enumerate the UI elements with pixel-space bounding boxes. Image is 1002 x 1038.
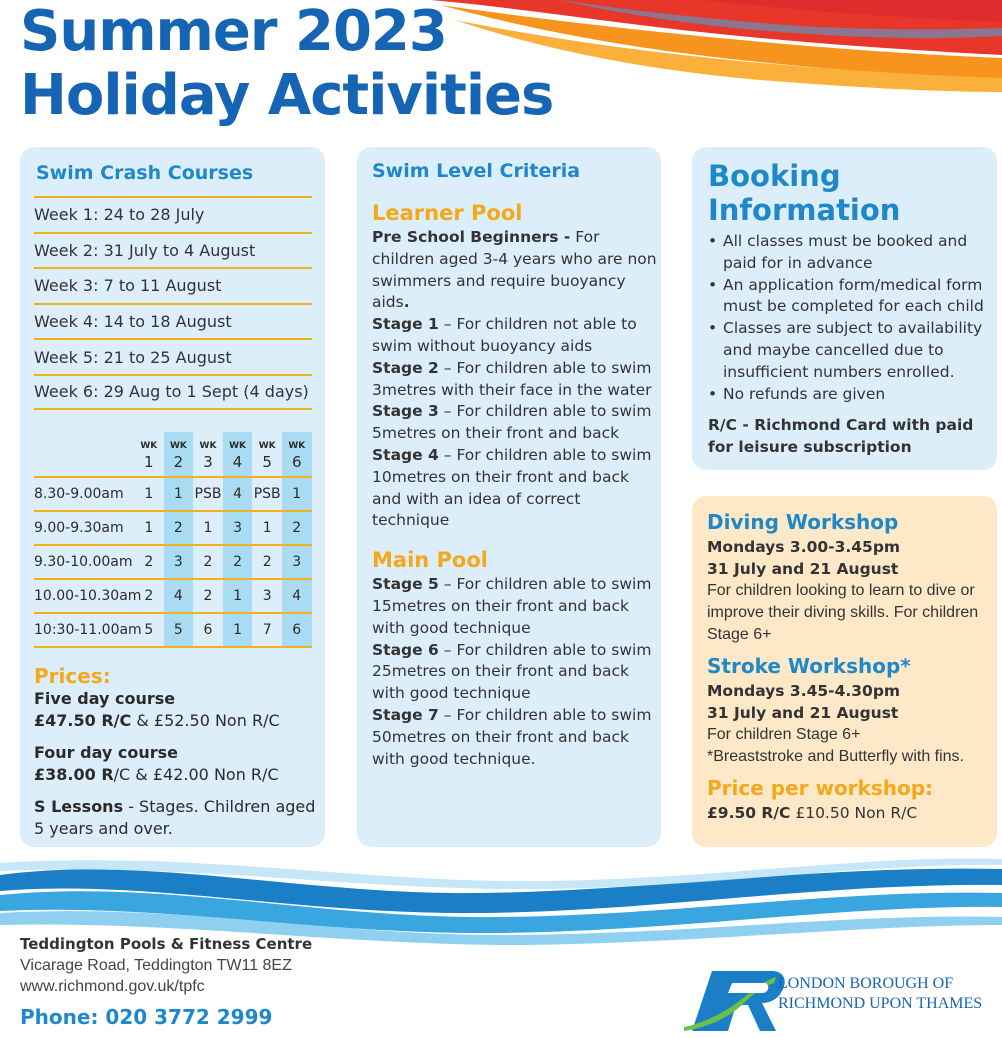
table-cell: 4 bbox=[282, 580, 312, 612]
venue-name: Teddington Pools & Fitness Centre bbox=[20, 935, 313, 953]
stroke-dates: 31 July and 21 August bbox=[707, 704, 899, 722]
table-cell: 2 bbox=[203, 554, 213, 570]
table-cell: PSB bbox=[253, 486, 281, 502]
four-day-price: £38.00 R/C & £42.00 Non R/C bbox=[34, 765, 279, 784]
table-cell: PSB bbox=[194, 486, 222, 502]
table-cell: 2 bbox=[203, 588, 213, 604]
schedule-table bbox=[34, 432, 312, 648]
title-line-1: Summer 2023 bbox=[20, 0, 447, 64]
table-cell: 2 bbox=[164, 512, 194, 544]
time-slot: 9.30-10.00am bbox=[34, 554, 133, 570]
criteria-item: Stage 4 – For children able to swim 10metres on their front and back and with an idea of correct technique bbox=[372, 445, 652, 530]
table-cell: 4 bbox=[223, 478, 253, 510]
main-pool-heading: Main Pool bbox=[372, 548, 488, 573]
time-slot: 10:30-11.00am bbox=[34, 622, 142, 638]
schedule-header-row bbox=[34, 432, 312, 478]
week-col-header: WK 5 bbox=[258, 441, 276, 471]
s-lessons-note: S Lessons - Stages. Children aged 5 years and over. bbox=[34, 797, 316, 838]
table-cell: 1 bbox=[144, 486, 154, 502]
table-cell: 2 bbox=[262, 554, 272, 570]
workshop-price-heading: Price per workshop: bbox=[707, 776, 934, 800]
time-slot: 10.00-10.30am bbox=[34, 588, 142, 604]
criteria-item: Stage 7 – For children able to swim 50metres on their front and back with good technique. bbox=[372, 705, 652, 768]
crash-courses-heading: Swim Crash Courses bbox=[36, 162, 254, 184]
workshop-price: £9.50 R/C £10.50 Non R/C bbox=[707, 804, 918, 822]
time-slot: 9.00-9.30am bbox=[34, 520, 124, 536]
week-col-header: WK 3 bbox=[199, 441, 217, 471]
list-item: • All classes must be booked and paid for in advance bbox=[708, 231, 993, 275]
learner-pool-heading: Learner Pool bbox=[372, 201, 523, 225]
table-cell: 1 bbox=[164, 478, 194, 510]
criteria-item: Stage 2 – For children able to swim 3metres with their face in the water bbox=[372, 358, 652, 399]
table-cell: 1 bbox=[203, 520, 213, 536]
table-cell: 5 bbox=[144, 622, 154, 638]
table-cell: 6 bbox=[203, 622, 213, 638]
weeks-list bbox=[34, 196, 312, 410]
richmond-card-note: R/C - Richmond Card with paid for leisure subscription bbox=[708, 416, 974, 456]
table-cell: 3 bbox=[282, 546, 312, 578]
stroke-heading: Stroke Workshop* bbox=[707, 654, 911, 678]
table-cell: 3 bbox=[262, 588, 272, 604]
table-cell: 2 bbox=[223, 546, 253, 578]
stroke-note: *Breaststroke and Butterfly with fins. bbox=[707, 748, 964, 765]
table-cell: 2 bbox=[144, 554, 154, 570]
week-item: Week 3: 7 to 11 August bbox=[34, 267, 312, 303]
week-item: Week 2: 31 July to 4 August bbox=[34, 232, 312, 268]
diving-desc: For children looking to learn to dive or improve their diving skills. For children Stage 6+ bbox=[707, 582, 979, 643]
table-cell: 4 bbox=[164, 580, 194, 612]
table-cell: 5 bbox=[164, 614, 194, 646]
bottom-wave-decoration bbox=[0, 855, 1002, 945]
table-row bbox=[34, 478, 312, 512]
list-item: • No refunds are given bbox=[708, 384, 993, 406]
diving-time: Mondays 3.00-3.45pm bbox=[707, 538, 901, 556]
list-item: • Classes are subject to availability and maybe cancelled due to insufficient numbers enrolled. bbox=[708, 318, 993, 383]
table-cell: 1 bbox=[282, 478, 312, 510]
page-title bbox=[20, 0, 553, 128]
prices-heading: Prices: bbox=[34, 664, 111, 688]
table-cell: 1 bbox=[262, 520, 272, 536]
title-line-2: Holiday Activities bbox=[20, 63, 554, 128]
week-item: Week 1: 24 to 28 July bbox=[34, 196, 312, 232]
table-row bbox=[34, 614, 312, 648]
level-criteria-panel bbox=[357, 147, 661, 847]
phone-number[interactable]: Phone: 020 3772 2999 bbox=[20, 1005, 273, 1029]
criteria-item: Stage 3 – For children able to swim 5metres on their front and back bbox=[372, 402, 652, 443]
workshops-panel bbox=[692, 496, 997, 847]
booking-heading: Booking Information bbox=[708, 159, 901, 227]
five-day-label: Five day course bbox=[34, 689, 176, 708]
table-row bbox=[34, 512, 312, 546]
five-day-price: £47.50 R/C & £52.50 Non R/C bbox=[34, 711, 280, 730]
table-cell: 1 bbox=[223, 580, 253, 612]
table-cell: 1 bbox=[223, 614, 253, 646]
table-cell: 2 bbox=[144, 588, 154, 604]
criteria-item: Stage 5 – For children able to swim 15metres on their front and back with good technique bbox=[372, 575, 652, 637]
stroke-desc: For children Stage 6+ bbox=[707, 726, 861, 743]
table-cell: 2 bbox=[282, 512, 312, 544]
venue-address: Vicarage Road, Teddington TW11 8EZ bbox=[20, 957, 292, 974]
booking-list bbox=[708, 231, 993, 405]
criteria-item: Stage 1 – For children not able to swim without buoyancy aids bbox=[372, 315, 637, 355]
council-name: LONDON BOROUGH OF RICHMOND UPON THAMES bbox=[778, 975, 983, 1012]
table-cell: 1 bbox=[144, 520, 154, 536]
table-row bbox=[34, 546, 312, 580]
venue-website-link[interactable]: www.richmond.gov.uk/tpfc bbox=[20, 978, 205, 995]
week-item: Week 5: 21 to 25 August bbox=[34, 338, 312, 374]
table-cell: 6 bbox=[282, 614, 312, 646]
week-col-header: WK 1 bbox=[140, 441, 158, 471]
criteria-body bbox=[372, 199, 657, 770]
level-criteria-heading: Swim Level Criteria bbox=[372, 160, 581, 182]
stroke-time: Mondays 3.45-4.30pm bbox=[707, 682, 901, 700]
time-slot: 8.30-9.00am bbox=[34, 486, 124, 502]
diving-dates: 31 July and 21 August bbox=[707, 560, 899, 578]
criteria-item: Stage 6 – For children able to swim 25metres on their front and back with good technique bbox=[372, 640, 652, 703]
booking-panel bbox=[692, 147, 997, 470]
list-item: • An application form/medical form must be completed for each child bbox=[708, 275, 993, 319]
week-col-header: WK 6 bbox=[282, 432, 312, 476]
week-item: Week 6: 29 Aug to 1 Sept (4 days) bbox=[34, 374, 312, 410]
diving-heading: Diving Workshop bbox=[707, 510, 899, 534]
crash-courses-panel bbox=[20, 147, 325, 847]
table-cell: 3 bbox=[223, 512, 253, 544]
four-day-label: Four day course bbox=[34, 743, 179, 762]
week-col-header: WK 4 bbox=[223, 432, 253, 476]
table-cell: 3 bbox=[164, 546, 194, 578]
footer bbox=[20, 934, 312, 1028]
criteria-item: Pre School Beginners - For children aged 3-4 years who are non swimmers and require buoyancy aids. bbox=[372, 228, 657, 312]
table-row bbox=[34, 580, 312, 614]
prices-section bbox=[34, 664, 319, 840]
week-col-header: WK 2 bbox=[164, 432, 194, 476]
table-cell: 7 bbox=[262, 622, 272, 638]
week-item: Week 4: 14 to 18 August bbox=[34, 303, 312, 339]
